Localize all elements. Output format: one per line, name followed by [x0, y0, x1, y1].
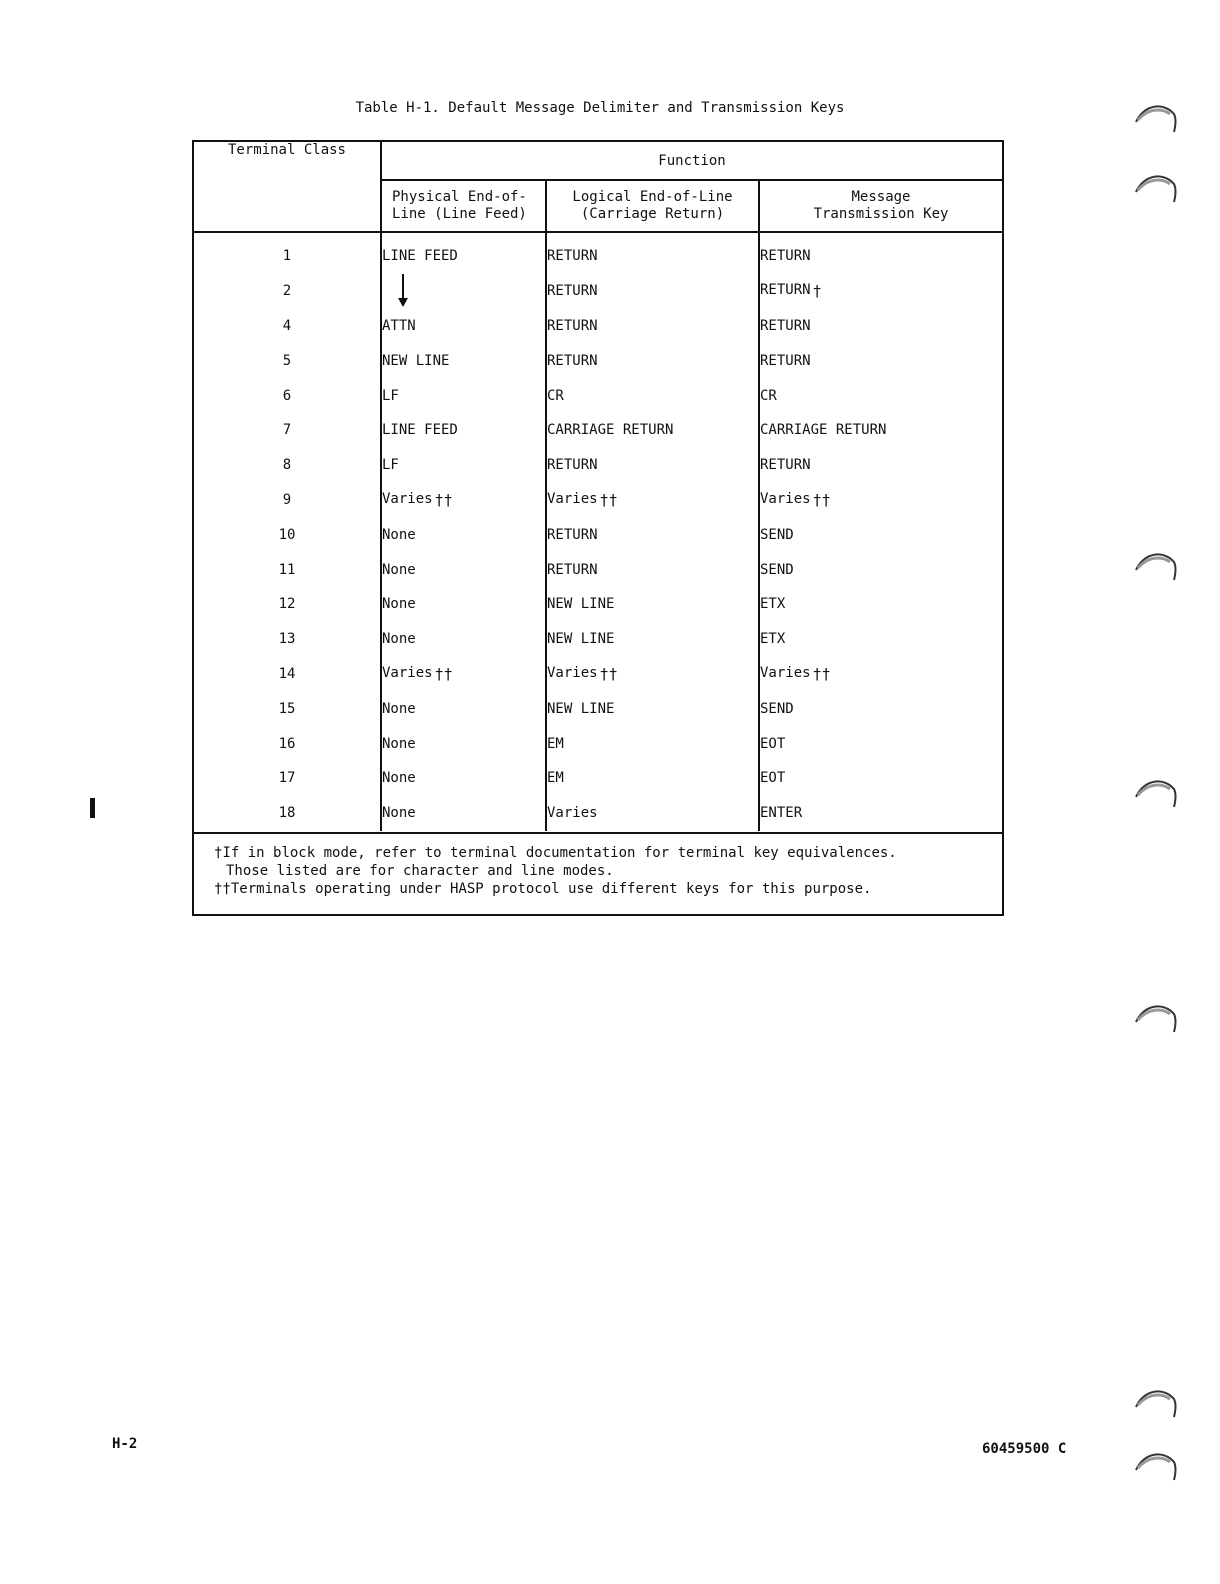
table-title: Table H-1. Default Message Delimiter and Transmission Keys [355, 100, 845, 116]
logical-eol-cell: CARRIAGE RETURN [546, 413, 759, 448]
terminal-class-cell: 8 [194, 448, 381, 483]
logical-eol-cell: Varies †† [546, 483, 759, 518]
note-2 [214, 880, 1002, 898]
table-row [194, 448, 1002, 483]
terminal-class-cell: 6 [194, 378, 381, 413]
physical-eol-cell: None [381, 796, 546, 831]
transmission-key-cell: SEND [760, 561, 794, 578]
transmission-key-cell: SEND [760, 700, 794, 717]
table-row [194, 378, 1002, 413]
table-row [194, 657, 1002, 692]
terminal-class-cell: 15 [194, 691, 381, 726]
physical-eol-cell: LF [381, 448, 546, 483]
terminal-class-cell: 16 [194, 726, 381, 761]
terminal-class-cell: 12 [194, 587, 381, 622]
table-row [194, 761, 1002, 796]
dagger-mark: †† [599, 664, 618, 683]
terminal-class-cell: 5 [194, 343, 381, 378]
logical-eol-cell: NEW LINE [546, 691, 759, 726]
transmission-key-cell: RETURN [760, 352, 811, 369]
table-row [194, 796, 1002, 831]
logical-eol-cell: RETURN [546, 517, 759, 552]
binder-hole-icon [1134, 548, 1178, 582]
terminal-class-cell: 9 [194, 483, 381, 518]
logical-eol-cell: Varies [546, 796, 759, 831]
physical-eol-cell: None [381, 517, 546, 552]
table-row [194, 343, 1002, 378]
table-row [194, 483, 1002, 518]
physical-eol-cell: None [381, 552, 546, 587]
table-row [194, 726, 1002, 761]
logical-eol-cell: RETURN [546, 448, 759, 483]
binder-hole-icon [1134, 775, 1178, 809]
table-row [194, 517, 1002, 552]
header-function: Function [381, 142, 1002, 180]
transmission-key-cell: SEND [760, 526, 794, 543]
logical-eol-cell: RETURN [546, 274, 759, 309]
transmission-key-cell: EOT [760, 735, 786, 752]
physical-eol-cell: None [381, 726, 546, 761]
transmission-key-cell: RETURN [760, 248, 811, 265]
logical-eol-cell: NEW LINE [546, 587, 759, 622]
logical-eol-cell: RETURN [546, 343, 759, 378]
terminal-class-cell: 18 [194, 796, 381, 831]
table-grid [194, 142, 1002, 831]
terminal-class-cell: 10 [194, 517, 381, 552]
physical-eol-cell: None [381, 691, 546, 726]
transmission-key-cell: CARRIAGE RETURN [760, 422, 887, 439]
transmission-key-cell: RETURN [760, 317, 811, 334]
logical-eol-cell: RETURN [546, 309, 759, 344]
logical-eol-cell: Varies †† [546, 657, 759, 692]
change-bar [90, 798, 95, 818]
transmission-key-cell: RETURN † [760, 282, 822, 301]
physical-eol-cell: None [381, 622, 546, 657]
transmission-key-cell: CR [760, 387, 777, 404]
dagger-mark: † [214, 845, 223, 861]
transmission-key-cell: ENTER [760, 805, 803, 822]
note-1-text: If in block mode, refer to terminal documentation for terminal key equivalences. [222, 845, 897, 861]
terminal-class-cell: 14 [194, 657, 381, 692]
terminal-class-cell: 13 [194, 622, 381, 657]
header-physical: Physical End-of- Line (Line Feed) [381, 180, 546, 232]
header-logical: Logical End-of-Line (Carriage Return) [546, 180, 759, 232]
physical-eol-cell: Varies †† [381, 483, 546, 518]
note-1 [214, 844, 1002, 862]
dagger-mark: †† [434, 490, 453, 509]
terminal-class-cell: 1 [194, 232, 381, 274]
table-row [194, 232, 1002, 274]
binder-hole-icon [1134, 100, 1178, 134]
transmission-key-cell: ETX [760, 596, 786, 613]
logical-eol-cell: RETURN [546, 552, 759, 587]
binder-hole-icon [1134, 1385, 1178, 1419]
table-row [194, 309, 1002, 344]
transmission-key-cell: Varies †† [760, 664, 831, 683]
logical-eol-cell: RETURN [546, 232, 759, 274]
terminal-class-cell: 7 [194, 413, 381, 448]
terminal-class-cell: 4 [194, 309, 381, 344]
terminal-class-cell: 2 [194, 274, 381, 309]
physical-eol-cell: NEW LINE [381, 343, 546, 378]
table-notes [194, 832, 1002, 914]
transmission-key-cell: Varies †† [760, 490, 831, 509]
arrow-down-icon [398, 274, 408, 308]
header-message: Message Transmission Key [759, 180, 1002, 232]
terminal-class-cell: 11 [194, 552, 381, 587]
dagger-mark: †† [434, 664, 453, 683]
binder-hole-icon [1134, 1000, 1178, 1034]
transmission-key-cell: RETURN [760, 457, 811, 474]
table-row [194, 413, 1002, 448]
doc-number: 60459500 C [982, 1441, 1067, 1457]
page-id: H-2 [112, 1436, 138, 1452]
delimiter-table [192, 140, 1004, 916]
table-row [194, 622, 1002, 657]
logical-eol-cell: EM [546, 726, 759, 761]
table-row [194, 691, 1002, 726]
binder-hole-icon [1134, 170, 1178, 204]
logical-eol-cell: NEW LINE [546, 622, 759, 657]
physical-eol-cell: Varies †† [381, 657, 546, 692]
logical-eol-cell: CR [546, 378, 759, 413]
table-body [194, 232, 1002, 831]
physical-eol-cell: LINE FEED [381, 232, 546, 274]
table-row [194, 587, 1002, 622]
transmission-key-cell: EOT [760, 770, 786, 787]
dagger-mark: †† [812, 490, 831, 509]
physical-eol-cell [381, 274, 546, 309]
physical-eol-cell: LF [381, 378, 546, 413]
dagger-mark: † [812, 282, 822, 301]
physical-eol-cell: LINE FEED [381, 413, 546, 448]
physical-eol-cell: None [381, 761, 546, 796]
dagger-mark: †† [599, 490, 618, 509]
terminal-class-cell: 17 [194, 761, 381, 796]
table-row [194, 552, 1002, 587]
note-2-text: Terminals operating under HASP protocol use different keys for this purpose. [230, 881, 872, 897]
logical-eol-cell: EM [546, 761, 759, 796]
physical-eol-cell: ATTN [381, 309, 546, 344]
double-dagger-mark: †† [214, 881, 231, 897]
physical-eol-cell: None [381, 587, 546, 622]
table-row [194, 274, 1002, 309]
dagger-mark: †† [812, 664, 831, 683]
transmission-key-cell: ETX [760, 631, 786, 648]
note-1-continued: Those listed are for character and line modes. [226, 863, 614, 879]
binder-hole-icon [1134, 1448, 1178, 1482]
header-terminal-class: Terminal Class [194, 142, 381, 232]
